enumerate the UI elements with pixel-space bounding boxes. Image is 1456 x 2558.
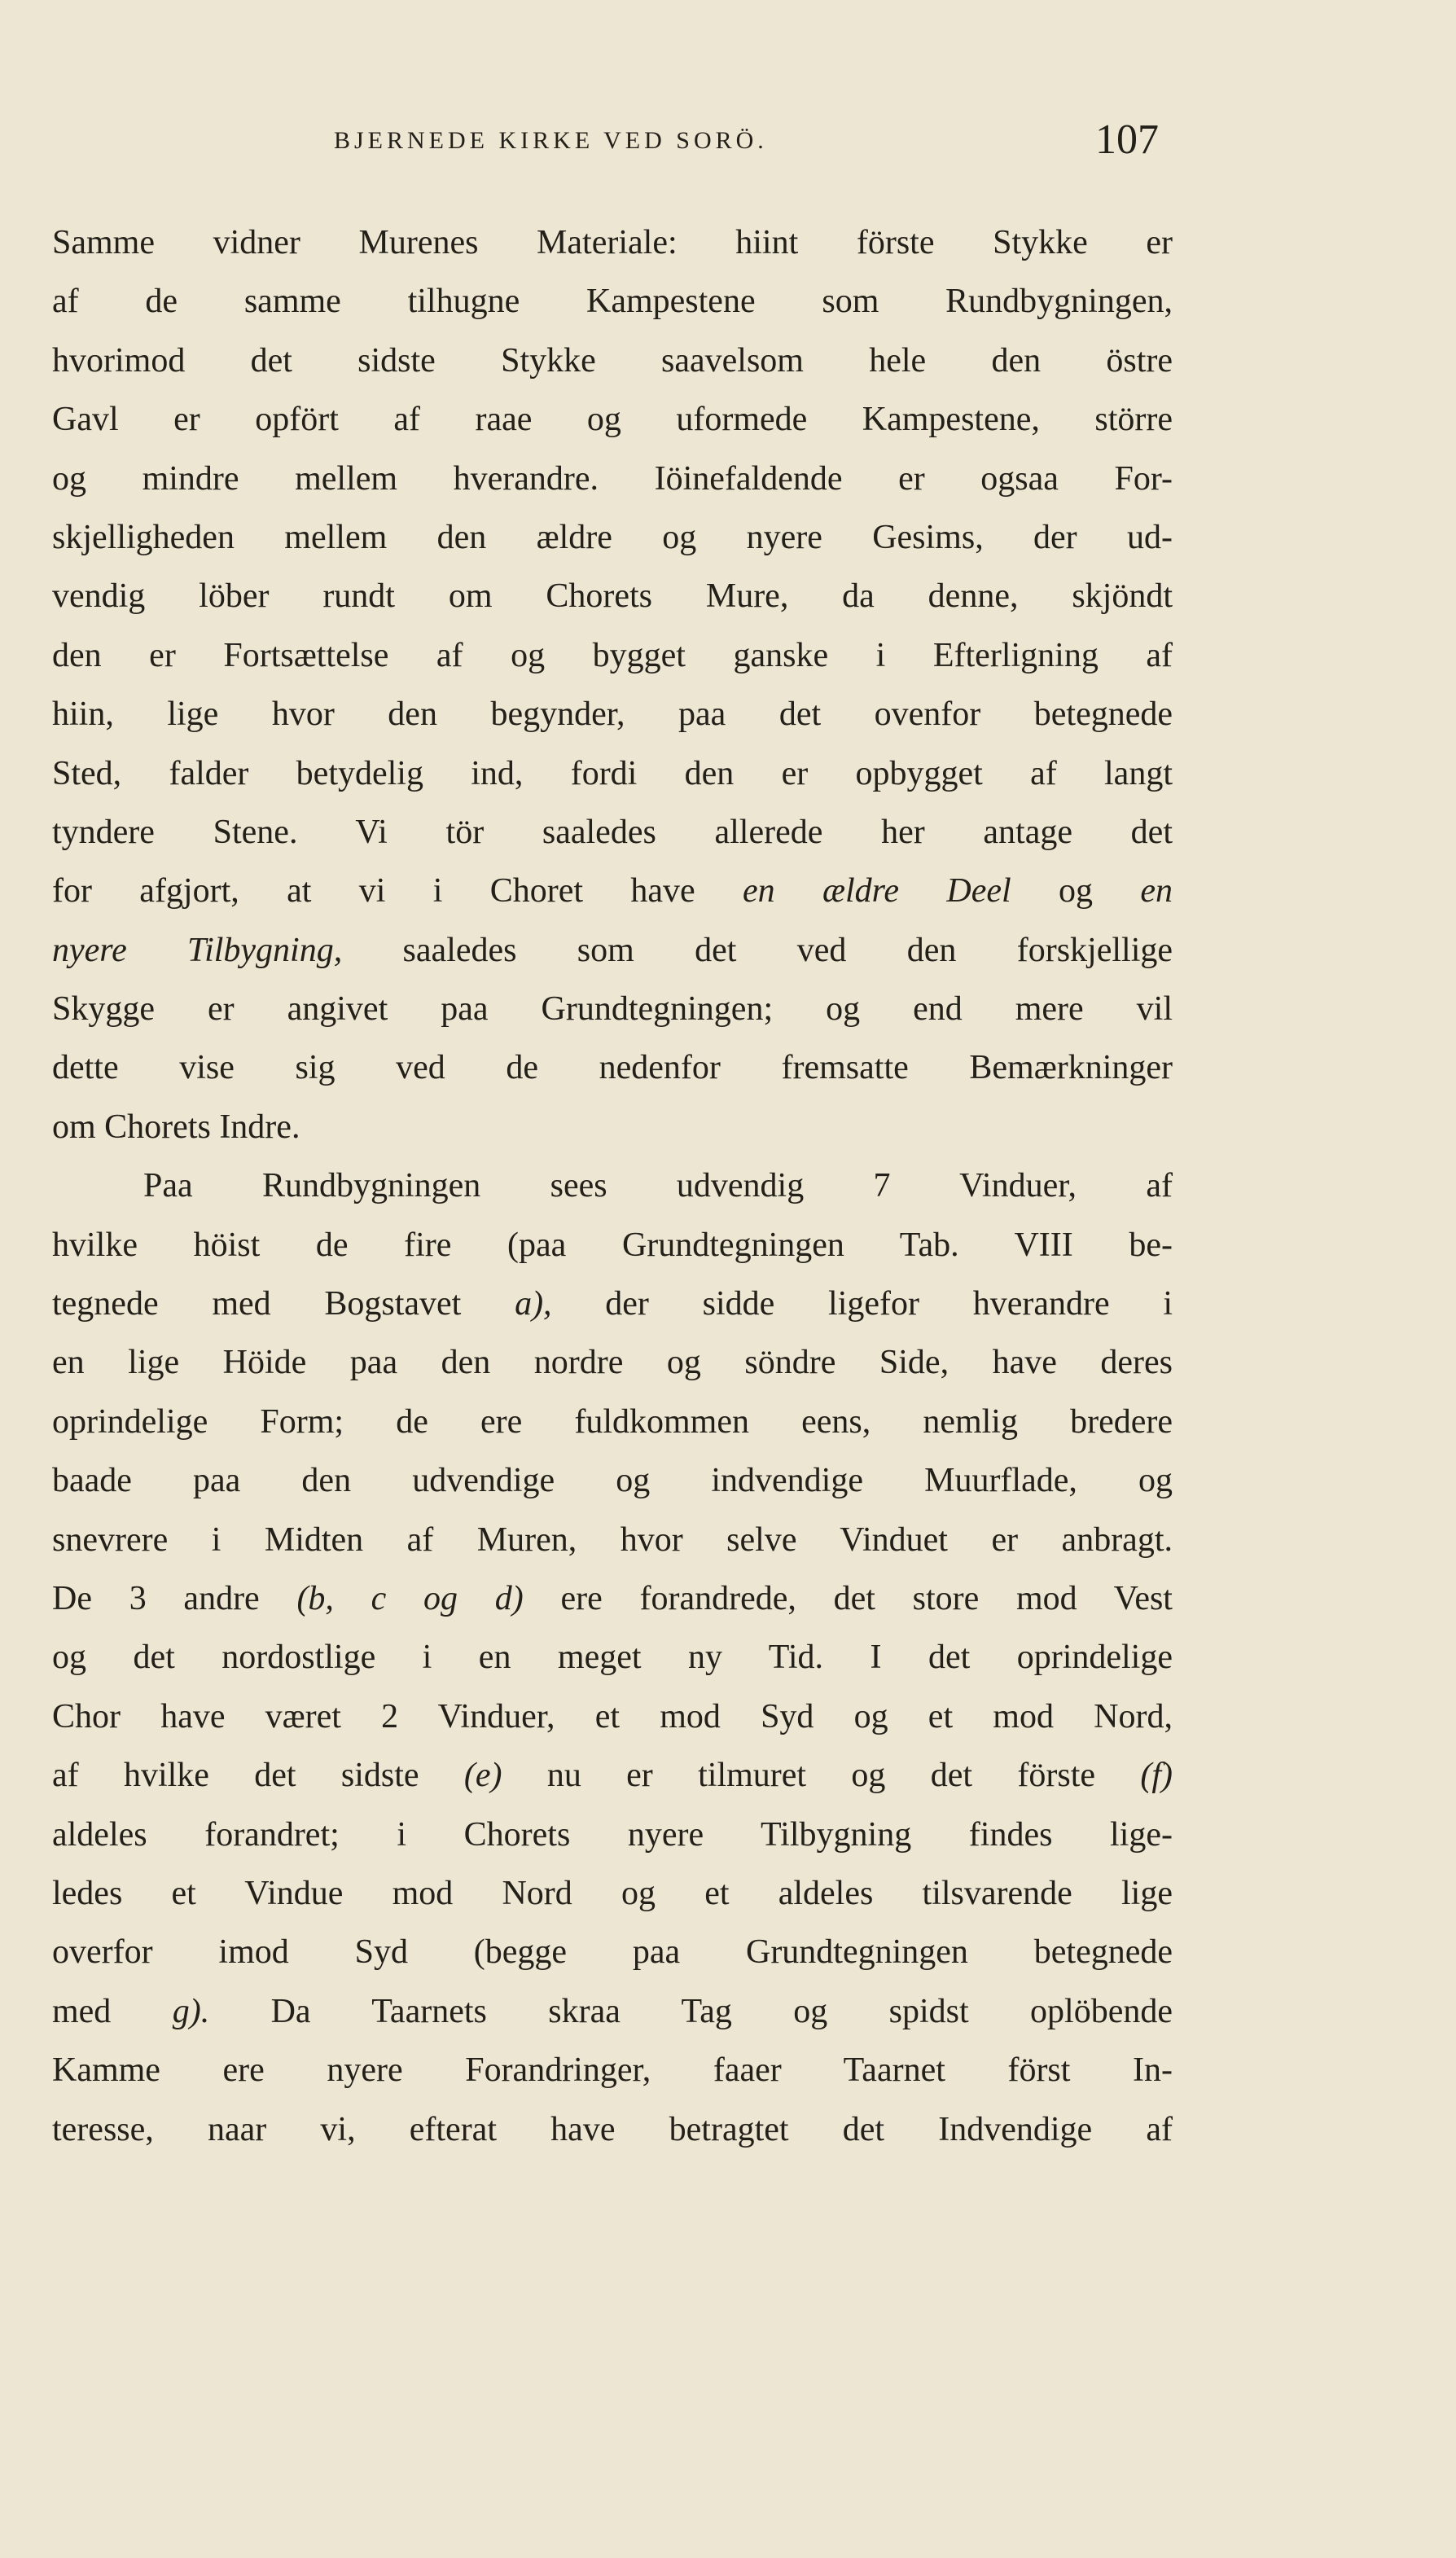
text-line: vendig löber rundt om Chorets Mure, da denne, skjöndt bbox=[52, 577, 1173, 616]
text-line: en lige Höide paa den nordre og söndre Side, have deres bbox=[52, 1344, 1173, 1382]
text-line: med g). Da Taarnets skraa Tag og spidst oplöbende bbox=[52, 1992, 1173, 2030]
text-line: teresse, naar vi, efterat have betragtet det Indvendige af bbox=[52, 2110, 1173, 2148]
page-number: 107 bbox=[1095, 116, 1159, 163]
text-line: af hvilke det sidste (e) nu er tilmuret og det förste (f) bbox=[52, 1757, 1173, 1795]
text-line: oprindelige Form; de ere fuldkommen eens, nemlig bredere bbox=[52, 1402, 1173, 1441]
page-header bbox=[0, 116, 1456, 165]
text-line: dette vise sig ved de nedenfor fremsatte Bemærkninger bbox=[52, 1049, 1173, 1087]
text-line: skjelligheden mellem den ældre og nyere Gesims, der ud- bbox=[52, 518, 1173, 556]
text-line: nyere Tilbygning, saaledes som det ved den forskjellige bbox=[52, 931, 1173, 969]
text-line: om Chorets Indre. bbox=[52, 1108, 300, 1146]
paragraph-first-line: Paa Rundbygningen sees udvendig 7 Vinduer, af bbox=[143, 1167, 1173, 1205]
text-line: Kamme ere nyere Forandringer, faaer Taarnet först In- bbox=[52, 2051, 1173, 2090]
text-line: Sted, falder betydelig ind, fordi den er opbygget af langt bbox=[52, 754, 1173, 792]
text-line: tyndere Stene. Vi tör saaledes allerede her antage det bbox=[52, 813, 1173, 851]
text-line: aldeles forandret; i Chorets nyere Tilbygning findes lige- bbox=[52, 1815, 1173, 1854]
text-line: den er Fortsættelse af og bygget ganske i Efterligning af bbox=[52, 636, 1173, 674]
body-text bbox=[52, 213, 1173, 2159]
text-line: af de samme tilhugne Kampestene som Rundbygningen, bbox=[52, 283, 1173, 321]
text-line: ledes et Vindue mod Nord og et aldeles tilsvarende lige bbox=[52, 1874, 1173, 1912]
text-line: hvilke höist de fire (paa Grundtegningen Tab. VIII be- bbox=[52, 1226, 1173, 1264]
text-line: Gavl er opfört af raae og uformede Kampestene, större bbox=[52, 401, 1173, 439]
text-line: og det nordostlige i en meget ny Tid. I det oprindelige bbox=[52, 1639, 1173, 1677]
text-line: Chor have været 2 Vinduer, et mod Syd og et mod Nord, bbox=[52, 1697, 1173, 1735]
text-line: hvorimod det sidste Stykke saavelsom hele den östre bbox=[52, 341, 1173, 380]
text-line: overfor imod Syd (begge paa Grundtegningen betegnede bbox=[52, 1933, 1173, 1972]
text-line: for afgjort, at vi i Choret have en ældre Deel og en bbox=[52, 872, 1173, 910]
running-head: BJERNEDE KIRKE VED SORÖ. bbox=[334, 127, 768, 154]
text-line: Samme vidner Murenes Materiale: hiint förste Stykke er bbox=[52, 224, 1173, 261]
text-line: og mindre mellem hverandre. Iöinefaldende er ogsaa For- bbox=[52, 459, 1173, 498]
text-line: Skygge er angivet paa Grundtegningen; og end mere vil bbox=[52, 990, 1173, 1029]
text-line: De 3 andre (b, c og d) ere forandrede, det store mod Vest bbox=[52, 1579, 1173, 1617]
text-line: tegnede med Bogstavet a), der sidde ligefor hverandre i bbox=[52, 1285, 1173, 1323]
text-line: baade paa den udvendige og indvendige Muurflade, og bbox=[52, 1462, 1173, 1500]
text-line: hiin, lige hvor den begynder, paa det ovenfor betegnede bbox=[52, 695, 1173, 734]
text-line: snevrere i Midten af Muren, hvor selve Vinduet er anbragt. bbox=[52, 1520, 1173, 1559]
